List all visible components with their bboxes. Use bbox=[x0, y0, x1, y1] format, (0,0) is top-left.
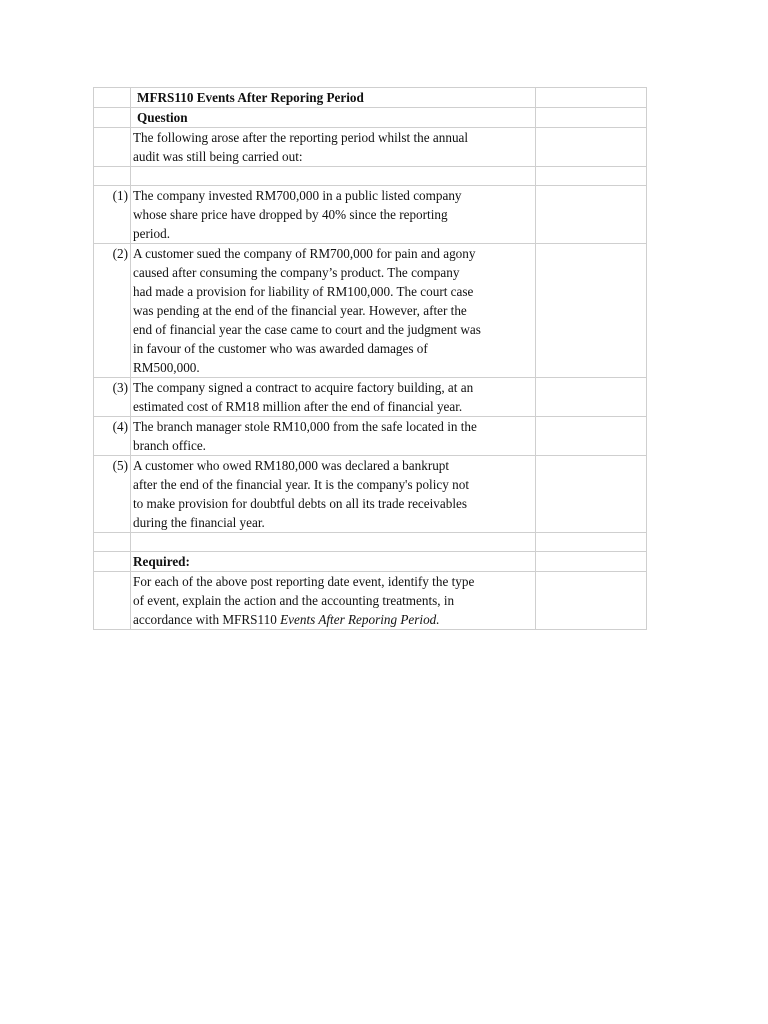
spacer-row bbox=[94, 167, 647, 186]
answer-cell bbox=[536, 88, 647, 108]
item-text: A customer sued the company of RM700,000 for pain and agony caused after consuming the company’s product. The company had made a provision for liability of RM100,000. The court case was pending at the end of the financial year. However, after the end of financial year the case came to court and the judgment was in favour of the customer who was awarded damages of RM500,000. bbox=[131, 244, 536, 378]
answer-cell bbox=[536, 533, 647, 552]
intro-row bbox=[94, 128, 647, 167]
spacer-row bbox=[94, 533, 647, 552]
number-cell bbox=[94, 108, 131, 128]
required-text-row bbox=[94, 572, 647, 630]
required-heading-row bbox=[94, 552, 647, 572]
item-row bbox=[94, 244, 647, 378]
required-text: For each of the above post reporting date event, identify the type of event, explain the action and the accounting treatments, in accordance with MFRS110 bbox=[133, 574, 475, 627]
intro-text: The following arose after the reporting period whilst the annual audit was still being carried out: bbox=[131, 128, 536, 167]
item-row bbox=[94, 417, 647, 456]
answer-cell bbox=[536, 552, 647, 572]
item-text: A customer who owed RM180,000 was declared a bankrupt after the end of the financial year. It is the company's policy not to make provision for doubtful debts on all its trade receivables during the financial year. bbox=[131, 456, 536, 533]
question-table bbox=[93, 87, 647, 630]
item-number: (1) bbox=[94, 186, 131, 244]
required-heading: Required: bbox=[131, 552, 536, 572]
item-text: The company signed a contract to acquire factory building, at an estimated cost of RM18 million after the end of financial year. bbox=[131, 378, 536, 417]
question-heading: Question bbox=[131, 108, 536, 128]
number-cell bbox=[94, 572, 131, 630]
required-text-cell bbox=[131, 572, 536, 630]
answer-cell bbox=[536, 244, 647, 378]
item-number: (4) bbox=[94, 417, 131, 456]
answer-cell bbox=[536, 186, 647, 244]
number-cell bbox=[94, 167, 131, 186]
item-row bbox=[94, 456, 647, 533]
item-number: (3) bbox=[94, 378, 131, 417]
answer-cell bbox=[536, 456, 647, 533]
item-text: The company invested RM700,000 in a public listed company whose share price have dropped by 40% since the reporting period. bbox=[131, 186, 536, 244]
item-row bbox=[94, 378, 647, 417]
answer-cell bbox=[536, 108, 647, 128]
question-heading-row bbox=[94, 108, 647, 128]
title-row bbox=[94, 88, 647, 108]
answer-cell bbox=[536, 378, 647, 417]
number-cell bbox=[94, 533, 131, 552]
answer-cell bbox=[536, 572, 647, 630]
document-title: MFRS110 Events After Reporing Period bbox=[131, 88, 536, 108]
answer-cell bbox=[536, 167, 647, 186]
number-cell bbox=[94, 552, 131, 572]
item-row bbox=[94, 186, 647, 244]
text-cell bbox=[131, 167, 536, 186]
item-number: (2) bbox=[94, 244, 131, 378]
standard-name: Events After Reporing Period. bbox=[280, 612, 440, 627]
item-text: The branch manager stole RM10,000 from the safe located in the branch office. bbox=[131, 417, 536, 456]
item-number: (5) bbox=[94, 456, 131, 533]
number-cell bbox=[94, 88, 131, 108]
answer-cell bbox=[536, 128, 647, 167]
number-cell bbox=[94, 128, 131, 167]
text-cell bbox=[131, 533, 536, 552]
answer-cell bbox=[536, 417, 647, 456]
